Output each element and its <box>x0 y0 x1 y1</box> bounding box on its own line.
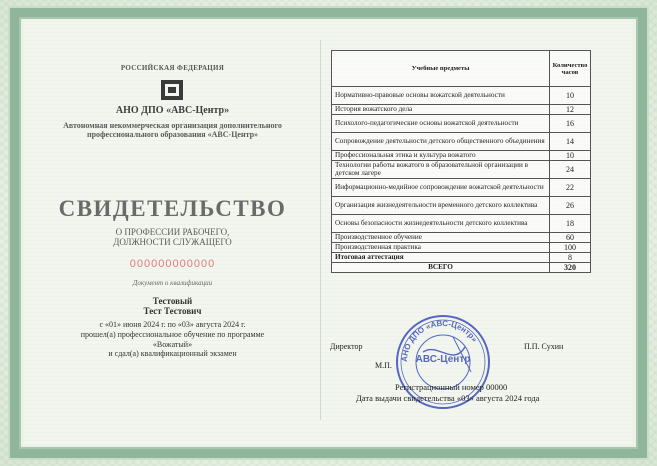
header-subjects: Учебные предметы <box>332 51 550 87</box>
certificate-number: 000000000000 <box>129 258 216 270</box>
subject-hours: 8 <box>550 253 591 263</box>
subject-hours: 10 <box>550 87 591 105</box>
table-row <box>332 197 591 215</box>
subject-hours: 100 <box>550 243 591 253</box>
subject-hours: 14 <box>550 133 591 151</box>
stamp-center-text: АВС-Центр <box>415 354 471 365</box>
subject-hours: 26 <box>550 197 591 215</box>
stamp-place-label: М.П. <box>375 361 392 370</box>
subject-hours: 18 <box>550 215 591 233</box>
center-divider <box>320 40 321 420</box>
director-name: П.П. Сухин <box>524 342 564 351</box>
table-row <box>332 253 591 263</box>
subject-hours: 10 <box>550 151 591 161</box>
subject-name: Основы безопасности жизнедеятельности детского коллектива <box>332 215 550 233</box>
subjects-table <box>331 50 591 273</box>
training-statement: прошел(а) профессиональное обучение по программе <box>80 329 265 339</box>
director-label: Директор <box>330 342 363 351</box>
holder-name: Тест Тестович <box>143 306 202 316</box>
table-header-row <box>332 51 591 87</box>
total-hours: 320 <box>550 263 591 273</box>
exam-statement: и сдал(а) квалификационный экзамен <box>108 349 237 359</box>
subject-name: Нормативно-правовые основы вожатской деятельности <box>332 87 550 105</box>
subject-name: Организация жизнедеятельности временного детского коллектива <box>332 197 550 215</box>
subject-name: Психолого-педагогические основы вожатской деятельности <box>332 115 550 133</box>
left-page <box>30 0 315 466</box>
training-period: с «01» июня 2024 г. по «03» августа 2024 г. <box>99 320 246 329</box>
table-row <box>332 215 591 233</box>
table-row <box>332 243 591 253</box>
table-row <box>332 151 591 161</box>
table-row <box>332 87 591 105</box>
document-title: СВИДЕТЕЛЬСТВО <box>58 196 287 221</box>
table-row <box>332 233 591 243</box>
subject-hours: 22 <box>550 179 591 197</box>
table-row <box>332 115 591 133</box>
organization-full-name: Автономная некоммерческая организация дополнительного профессионального образования «АВС-Центр» <box>63 121 282 139</box>
table-total-row <box>332 263 591 273</box>
subject-name: Сопровождение деятельности детского общественного объединения <box>332 133 550 151</box>
subject-hours: 16 <box>550 115 591 133</box>
subject-name: Итоговая аттестация <box>332 253 550 263</box>
subject-name: Производственная практика <box>332 243 550 253</box>
table-row <box>332 179 591 197</box>
document-type-note: Документ о квалификации <box>132 279 213 287</box>
table-row <box>332 105 591 115</box>
table-row <box>332 133 591 151</box>
subject-name: История вожатского дела <box>332 105 550 115</box>
holder-surname: Тестовый <box>152 296 193 306</box>
subject-hours: 24 <box>550 161 591 179</box>
organization-short-name: АНО ДПО «АВС-Центр» <box>115 105 230 116</box>
subject-name: Производственное обучение <box>332 233 550 243</box>
registration-number: Регистрационный номер 00000 <box>395 382 508 392</box>
subject-hours: 12 <box>550 105 591 115</box>
table-row <box>332 161 591 179</box>
subject-hours: 60 <box>550 233 591 243</box>
subject-name: Информационно-медийное сопровождение вожатской деятельности <box>332 179 550 197</box>
header-hours: Количество часов <box>550 51 591 87</box>
program-name: «Вожатый» <box>152 339 193 349</box>
issue-date: Дата выдачи свидетельства «03» августа 2024 года <box>356 393 540 403</box>
organization-logo-icon <box>160 79 184 101</box>
subjects-table-container <box>331 50 591 273</box>
stamp-ring-text: АНО ДПО «АВС-Центр» <box>399 318 480 363</box>
total-label: ВСЕГО <box>332 263 550 273</box>
country-label: РОССИЙСКАЯ ФЕДЕРАЦИЯ <box>120 64 225 72</box>
training-description <box>30 320 315 359</box>
subject-name: Профессиональная этика и культура вожатого <box>332 151 550 161</box>
subject-name: Технологии работы вожатого в образовательной организации в детском лагере <box>332 161 550 179</box>
document-subtitle: О ПРОФЕССИИ РАБОЧЕГО, ДОЛЖНОСТИ СЛУЖАЩЕГО <box>113 227 232 247</box>
